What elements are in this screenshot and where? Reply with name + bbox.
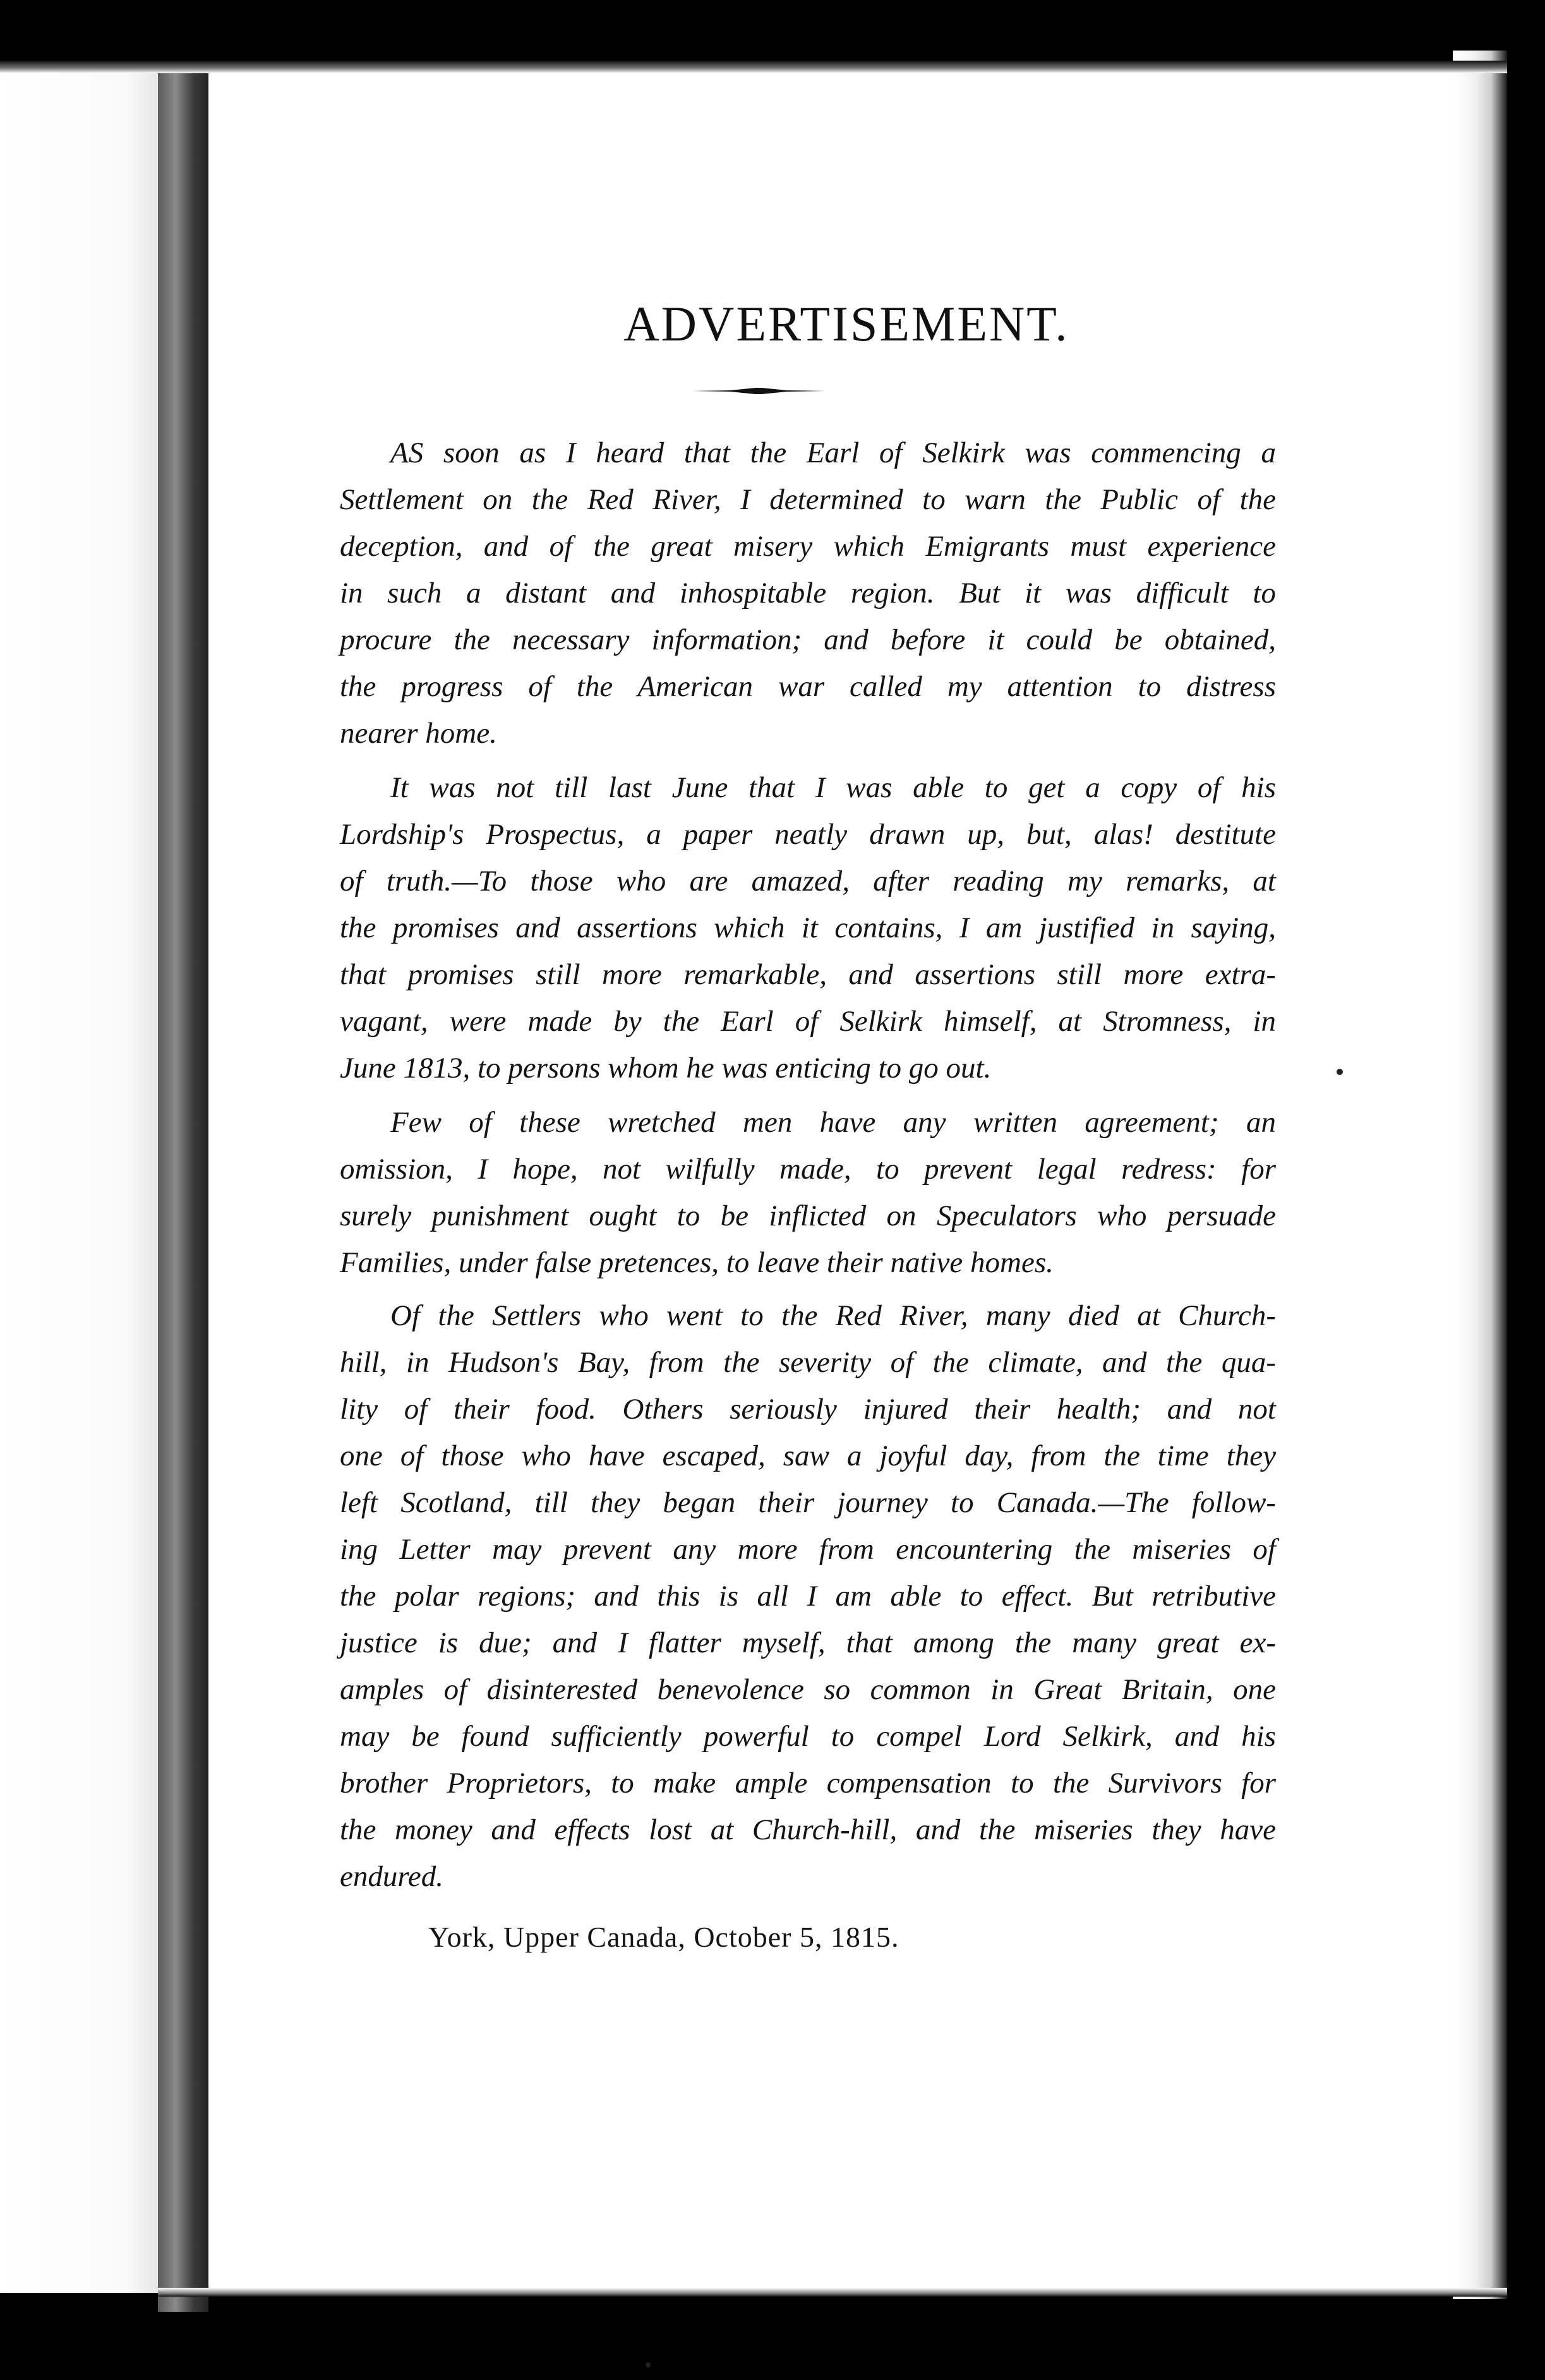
paragraph bbox=[340, 430, 1276, 757]
text-line: AS soon as I heard that the Earl of Selkirk was commencing a bbox=[390, 436, 1276, 469]
text-line: amples of disinterested benevolence so common in Great Britain, one bbox=[340, 1673, 1276, 1706]
text-line: may be found sufficiently powerful to compel Lord Selkirk, and his bbox=[340, 1720, 1276, 1753]
text-line: endured. bbox=[340, 1860, 444, 1893]
facing-page-edge bbox=[0, 69, 158, 2293]
book-gutter-shadow bbox=[158, 63, 208, 2312]
text-line: Of the Settlers who went to the Red River, many died at Church- bbox=[390, 1299, 1276, 1332]
ink-speck bbox=[646, 2362, 651, 2367]
ornamental-rule bbox=[692, 387, 825, 395]
text-line: left Scotland, till they began their journey to Canada.—The follow- bbox=[340, 1486, 1276, 1519]
text-line: that promises still more remarkable, and assertions still more extra- bbox=[340, 958, 1276, 991]
text-line: It was not till last June that I was able to get a copy of his bbox=[390, 771, 1276, 804]
text-line: nearer home. bbox=[340, 717, 497, 750]
paragraph bbox=[340, 1292, 1276, 1900]
text-line: of truth.—To those who are amazed, after reading my remarks, at bbox=[340, 865, 1276, 898]
text-line: in such a distant and inhospitable region. But it was difficult to bbox=[340, 577, 1276, 610]
page-right-edge bbox=[1453, 51, 1507, 2299]
text-line: the polar regions; and this is all I am able to effect. But retributive bbox=[340, 1580, 1276, 1613]
text-line: brother Proprietors, to make ample compensation to the Survivors for bbox=[340, 1767, 1276, 1800]
text-line: vagant, were made by the Earl of Selkirk himself, at Stromness, in bbox=[340, 1005, 1276, 1038]
text-line: deception, and of the great misery which Emigrants must experience bbox=[340, 530, 1276, 563]
text-line: ing Letter may prevent any more from encountering the miseries of bbox=[340, 1533, 1276, 1566]
text-line: Settlement on the Red River, I determined to warn the Public of the bbox=[340, 483, 1276, 516]
text-line: the money and effects lost at Church-hill, and the miseries they have bbox=[340, 1813, 1276, 1846]
page-top-edge bbox=[0, 61, 1507, 73]
page-bottom-edge bbox=[158, 2288, 1507, 2297]
text-line: the promises and assertions which it contains, I am justified in saying, bbox=[340, 911, 1276, 944]
text-line: hill, in Hudson's Bay, from the severity of the climate, and the qua- bbox=[340, 1346, 1276, 1379]
ink-speck bbox=[1337, 1069, 1343, 1075]
text-line: procure the necessary information; and before it could be obtained, bbox=[340, 623, 1276, 656]
page-title: ADVERTISEMENT. bbox=[623, 296, 1069, 351]
text-line: Families, under false pretences, to leave their native homes. bbox=[340, 1246, 1054, 1279]
text-line: one of those who have escaped, saw a joyful day, from the time they bbox=[340, 1439, 1276, 1472]
paragraph bbox=[340, 764, 1276, 1091]
text-line: omission, I hope, not wilfully made, to prevent legal redress: for bbox=[340, 1153, 1276, 1186]
text-line: the progress of the American war called my attention to distress bbox=[340, 670, 1276, 703]
text-line: June 1813, to persons whom he was enticing to go out. bbox=[340, 1052, 992, 1085]
text-line: Lordship's Prospectus, a paper neatly drawn up, but, alas! destitute bbox=[340, 818, 1276, 851]
paragraph bbox=[340, 1099, 1276, 1286]
dateline: York, Upper Canada, October 5, 1815. bbox=[428, 1921, 899, 1953]
text-line: justice is due; and I flatter myself, that among the many great ex- bbox=[340, 1626, 1276, 1659]
text-line: surely punishment ought to be inflicted on Speculators who persuade bbox=[340, 1199, 1276, 1232]
text-line: lity of their food. Others seriously injured their health; and not bbox=[340, 1393, 1276, 1426]
text-line: Few of these wretched men have any written agreement; an bbox=[390, 1106, 1276, 1139]
